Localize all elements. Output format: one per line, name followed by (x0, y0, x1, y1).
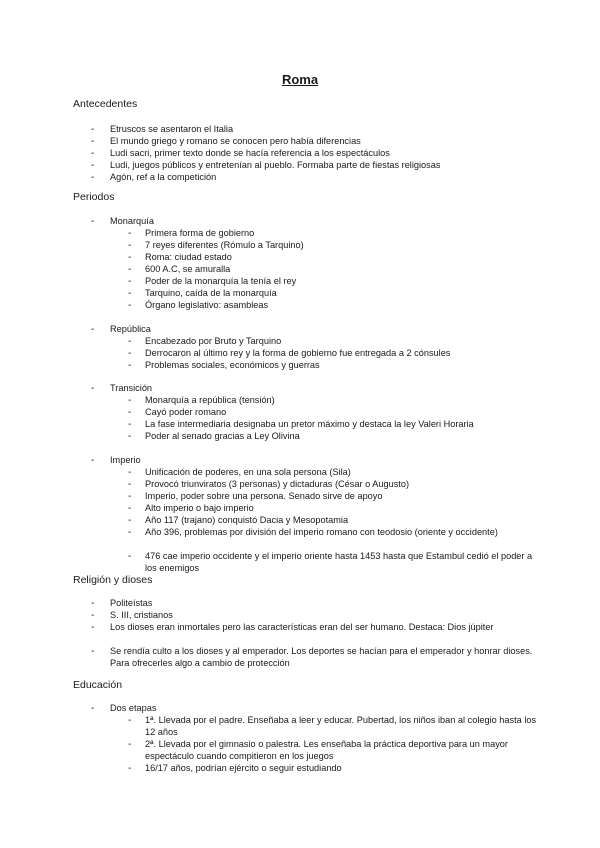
list-item: Tarquino, caída de la monarquía (145, 288, 277, 298)
subsection-label-dos-etapas: Dos etapas (110, 703, 157, 713)
bullet-dash: - (128, 300, 132, 311)
bullet-dash: - (91, 703, 95, 714)
bullet-dash: - (128, 276, 132, 287)
list-item: 16/17 años, podrían ejército o seguir estudiando (145, 763, 342, 773)
list-item: Órgano legislativo: asambleas (145, 300, 269, 310)
bullet-dash: - (128, 252, 132, 263)
bullet-dash: - (128, 288, 132, 299)
subsection-label-monarquia: Monarquía (110, 216, 154, 226)
list-item: Encabezado por Bruto y Tarquino (145, 336, 282, 346)
subsection-label-republica: República (110, 324, 151, 334)
bullet-dash: - (91, 136, 95, 147)
bullet-dash: - (91, 646, 95, 657)
bullet-dash: - (128, 431, 132, 442)
bullet-dash: - (128, 360, 132, 371)
bullet-dash: - (128, 407, 132, 418)
list-item: Se rendía culto a los dioses y al emperador. Los deportes se hacían para el emperador y honrar dioses. Para ofrecerles algo a cambio de protección (110, 646, 533, 668)
list-item: Derrocaron al último rey y la forma de gobierno fue entregada a 2 cónsules (145, 348, 451, 358)
list-item: Politeístas (110, 598, 153, 608)
bullet-dash: - (128, 228, 132, 239)
bullet-dash: - (128, 240, 132, 251)
bullet-dash: - (128, 467, 132, 478)
bullet-dash: - (91, 610, 95, 621)
list-item: Problemas sociales, económicos y guerras (145, 360, 320, 370)
bullet-dash: - (128, 395, 132, 406)
list-item: Ludi sacri, primer texto donde se hacía referencia a los espectáculos (110, 148, 390, 158)
list-item: Unificación de poderes, en una sola persona (Sila) (145, 467, 351, 477)
list-item: S. III, cristianos (110, 610, 173, 620)
list-item: Los dioses eran inmortales pero las características eran del ser humano. Destaca: Dios júpiter (110, 622, 494, 632)
section-heading-antecedentes: Antecedentes (73, 98, 138, 110)
list-item: Año 396, problemas por división del imperio romano con teodosio (oriente y occidente) (145, 527, 498, 537)
list-item: Imperio, poder sobre una persona. Senado sirve de apoyo (145, 491, 383, 501)
bullet-dash: - (128, 491, 132, 502)
list-item: 600 A.C, se amuralla (145, 264, 231, 274)
list-item: 7 reyes diferentes (Rómulo a Tarquino) (145, 240, 304, 250)
bullet-dash: - (128, 527, 132, 538)
list-item: Alto imperio o bajo imperio (145, 503, 254, 513)
page-title: Roma (281, 72, 319, 87)
bullet-dash: - (128, 739, 132, 750)
list-item: Poder de la monarquía la tenía el rey (145, 276, 297, 286)
bullet-dash: - (128, 715, 132, 726)
list-item: Ludi, juegos públicos y entretenían al pueblo. Formaba parte de fiestas religiosas (110, 160, 441, 170)
list-item: 476 cae imperio occidente y el imperio oriente hasta 1453 hasta que Estambul cedió el poder a los enemigos (145, 551, 533, 573)
section-heading-religion: Religión y dioses (73, 574, 153, 586)
bullet-dash: - (128, 336, 132, 347)
list-item: 2ª. Llevada por el gimnasio o palestra. Les enseñaba la práctica deportiva para un mayor espectáculo cuando compitieron en los juegos (145, 739, 508, 761)
list-item: Monarquía a república (tensión) (145, 395, 275, 405)
list-item: Primera forma de gobierno (145, 228, 255, 238)
bullet-dash: - (91, 383, 95, 394)
bullet-dash: - (91, 622, 95, 633)
list-item: El mundo griego y romano se conocen pero había diferencias (110, 136, 361, 146)
bullet-dash: - (91, 455, 95, 466)
list-item: Poder al senado gracias a Ley Olivina (145, 431, 300, 441)
bullet-dash: - (91, 172, 95, 183)
bullet-dash: - (91, 148, 95, 159)
bullet-dash: - (128, 515, 132, 526)
list-item: Año 117 (trajano) conquistó Dacia y Mesopotamia (145, 515, 349, 525)
bullet-dash: - (128, 348, 132, 359)
list-item: Roma: ciudad estado (145, 252, 232, 262)
bullet-dash: - (91, 598, 95, 609)
bullet-dash: - (91, 160, 95, 171)
bullet-dash: - (128, 763, 132, 774)
subsection-label-imperio: Imperio (110, 455, 141, 465)
list-item: Cayó poder romano (145, 407, 227, 417)
subsection-label-transicion: Transición (110, 383, 153, 393)
list-item: Provocó triunviratos (3 personas) y dictaduras (César o Augusto) (145, 479, 410, 489)
bullet-dash: - (128, 551, 132, 562)
list-item: 1ª. Llevada por el padre. Enseñaba a leer y educar. Pubertad, los niños iban al colegio hasta los 12 años (145, 715, 537, 737)
bullet-dash: - (128, 264, 132, 275)
bullet-dash: - (128, 419, 132, 430)
section-heading-educacion: Educación (73, 679, 123, 691)
bullet-dash: - (91, 324, 95, 335)
list-item: Etruscos se asentaron el Italia (110, 124, 234, 134)
list-item: Agón, ref a la competición (110, 172, 217, 182)
bullet-dash: - (91, 216, 95, 227)
bullet-dash: - (91, 124, 95, 135)
bullet-dash: - (128, 479, 132, 490)
bullet-dash: - (128, 503, 132, 514)
list-item: La fase intermediaria designaba un pretor máximo y destaca la ley Valeri Horaria (145, 419, 474, 429)
section-heading-periodos: Periodos (73, 191, 115, 203)
